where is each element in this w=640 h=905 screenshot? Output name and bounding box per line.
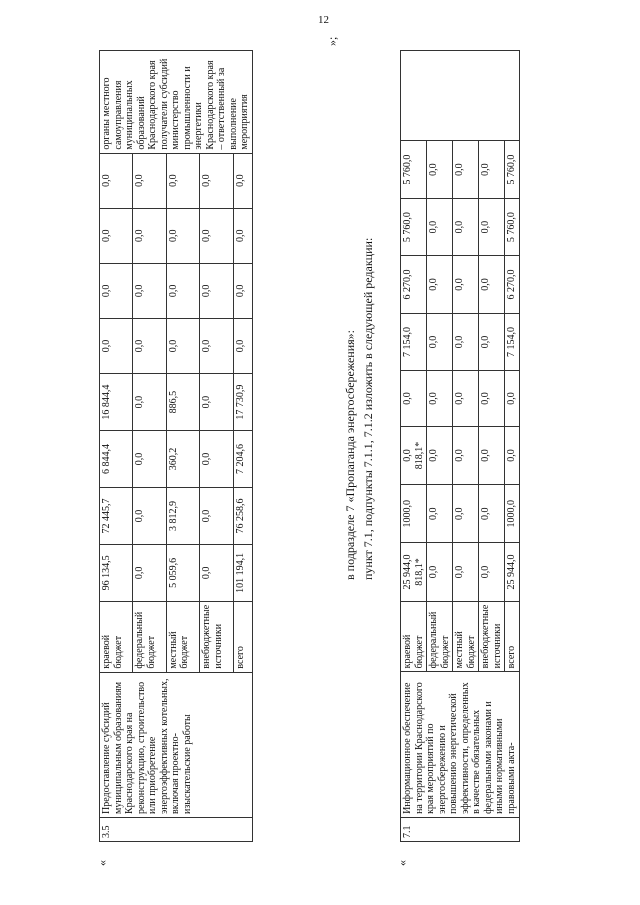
amount-cell: 0,0 <box>479 198 505 255</box>
responsible-parties: органы местного самоуправления муниципальных образований Краснодарского края получатели субсидий министерство промышленности и энергетики Краснодарского края – ответственный за выполнение мероприятия <box>100 51 253 154</box>
funding-source: всего <box>505 601 520 672</box>
page-number: 12 <box>318 14 329 26</box>
amount-cell: 0,0 <box>505 426 520 484</box>
amount-cell: 0,0 <box>166 153 199 208</box>
funding-source: внебюджетные источники <box>479 601 505 672</box>
amount-cell: 0,0 <box>479 426 505 484</box>
amount-cell: 0,0 <box>200 263 233 318</box>
note-line-2: пункт 7.1, подпункты 7.1.1, 7.1.2 изложить в следующей редакции: <box>361 237 375 580</box>
amount-cell: 7 204,6 <box>233 431 252 488</box>
opening-quote-1: « <box>95 860 109 866</box>
amount-cell: 0,0 <box>133 318 166 373</box>
amount-cell: 5 760,0 <box>401 198 427 255</box>
amount-cell: 0,0 <box>453 543 479 601</box>
amount-cell: 0,0 <box>479 313 505 370</box>
funding-source: местный бюджет <box>453 601 479 672</box>
amount-cell: 1000,0 <box>505 485 520 543</box>
amount-cell: 0,0 <box>401 371 427 427</box>
amount-cell: 0,0 <box>427 141 453 198</box>
funding-source: федеральный бюджет <box>133 601 166 672</box>
amount-cell: 0,0 <box>200 153 233 208</box>
amount-cell: 0,0 <box>427 426 453 484</box>
amount-cell: 0,0 <box>133 431 166 488</box>
amount-cell: 0,0 <box>200 431 233 488</box>
amount-cell: 7 154,0 <box>505 313 520 370</box>
amount-cell: 16 844,4 <box>100 374 133 431</box>
amount-cell: 0,0 <box>479 256 505 313</box>
funding-source: всего <box>233 601 252 672</box>
amount-cell: 0,0 <box>233 153 252 208</box>
amount-cell: 0,0 <box>166 318 199 373</box>
funding-source: федеральный бюджет <box>427 601 453 672</box>
amount-cell: 0,0 <box>479 371 505 427</box>
amount-cell: 76 258,6 <box>233 487 252 544</box>
amount-cell: 0,0 <box>133 153 166 208</box>
funding-source: местный бюджет <box>166 601 199 672</box>
closing-mark-1: »; <box>325 36 339 46</box>
amount-cell: 0,0 <box>166 263 199 318</box>
amount-cell: 0,0 <box>100 208 133 263</box>
amount-cell: 0,0 <box>479 141 505 198</box>
amount-cell: 0,0 <box>453 141 479 198</box>
amount-cell: 101 194,1 <box>233 544 252 601</box>
amount-cell: 0,0 <box>133 374 166 431</box>
amount-cell: 0,0 <box>427 485 453 543</box>
measure-name: Информационное обеспечение на территории Краснодарского края мероприятий по энергосбережению и повышению энергетической эффективности, определенных в качестве обязательных федеральными законами и иными нормативными правовыми акта- <box>401 672 520 818</box>
amount-cell: 72 445,7 <box>100 487 133 544</box>
amount-cell: 6 270,0 <box>401 256 427 313</box>
amount-cell: 0,0 <box>427 256 453 313</box>
amount-cell: 0,0 <box>427 198 453 255</box>
amount-cell: 0,0 <box>233 208 252 263</box>
table-row <box>100 51 133 842</box>
measure-name: Предоставление субсидий муниципальным образованиям Краснодарского края на реконструкцию, строительство или приобретение энергоэффективных котельных, включая проектно-изыскательские работы <box>100 672 253 817</box>
amount-cell: 0,0 <box>100 263 133 318</box>
rotated-landscape-content <box>25 20 625 880</box>
funding-source: внебюджетные источники <box>200 601 233 672</box>
amount-cell: 6 270,0 <box>505 256 520 313</box>
table-measure-3-5 <box>99 50 253 842</box>
amount-cell: 0,0 <box>453 313 479 370</box>
amount-cell: 0,0 <box>200 208 233 263</box>
amount-cell: 25 944,0 <box>505 543 520 601</box>
amount-cell: 5 760,0 <box>505 141 520 198</box>
amount-cell: 25 944,0 818,1* <box>401 543 427 601</box>
amount-cell: 0,0 <box>505 371 520 427</box>
amount-cell: 0,0 818,1* <box>401 426 427 484</box>
amount-cell: 0,0 <box>453 485 479 543</box>
amount-cell: 0,0 <box>233 318 252 373</box>
amount-cell: 7 154,0 <box>401 313 427 370</box>
amount-cell: 5 760,0 <box>401 141 427 198</box>
amount-cell: 0,0 <box>100 153 133 208</box>
table-measure-7-1 <box>400 50 520 842</box>
amount-cell: 0,0 <box>479 543 505 601</box>
amount-cell: 0,0 <box>200 318 233 373</box>
amount-cell: 0,0 <box>427 313 453 370</box>
amount-cell: 6 844,4 <box>100 431 133 488</box>
amount-cell: 0,0 <box>200 544 233 601</box>
funding-source: краевой бюджет <box>100 601 133 672</box>
opening-quote-2: « <box>395 860 409 866</box>
amount-cell: 0,0 <box>427 371 453 427</box>
amount-cell: 0,0 <box>427 543 453 601</box>
amount-cell: 5 059,6 <box>166 544 199 601</box>
amount-cell: 0,0 <box>133 544 166 601</box>
amount-cell: 886,5 <box>166 374 199 431</box>
funding-source: краевой бюджет <box>401 601 427 672</box>
amount-cell: 0,0 <box>233 263 252 318</box>
amount-cell: 0,0 <box>453 256 479 313</box>
measure-number: 3.5 <box>100 818 253 842</box>
amount-cell: 17 730,9 <box>233 374 252 431</box>
amount-cell: 0,0 <box>200 374 233 431</box>
measure-number: 7.1 <box>401 817 520 841</box>
amount-cell: 3 812,9 <box>166 487 199 544</box>
note-line-1: в подразделе 7 «Пропаганда энергосбережения»: <box>343 329 357 580</box>
amount-cell: 0,0 <box>453 426 479 484</box>
amount-cell: 360,2 <box>166 431 199 488</box>
responsible-parties <box>401 51 520 141</box>
amount-cell: 5 760,0 <box>505 198 520 255</box>
amount-cell: 0,0 <box>100 318 133 373</box>
amount-cell: 0,0 <box>166 208 199 263</box>
amount-cell: 0,0 <box>200 487 233 544</box>
amount-cell: 1000,0 <box>401 485 427 543</box>
amount-cell: 0,0 <box>453 371 479 427</box>
amount-cell: 0,0 <box>479 485 505 543</box>
amount-cell: 0,0 <box>453 198 479 255</box>
amount-cell: 0,0 <box>133 263 166 318</box>
amount-cell: 0,0 <box>133 487 166 544</box>
table-row <box>401 51 427 842</box>
amount-cell: 96 134,5 <box>100 544 133 601</box>
amount-cell: 0,0 <box>133 208 166 263</box>
